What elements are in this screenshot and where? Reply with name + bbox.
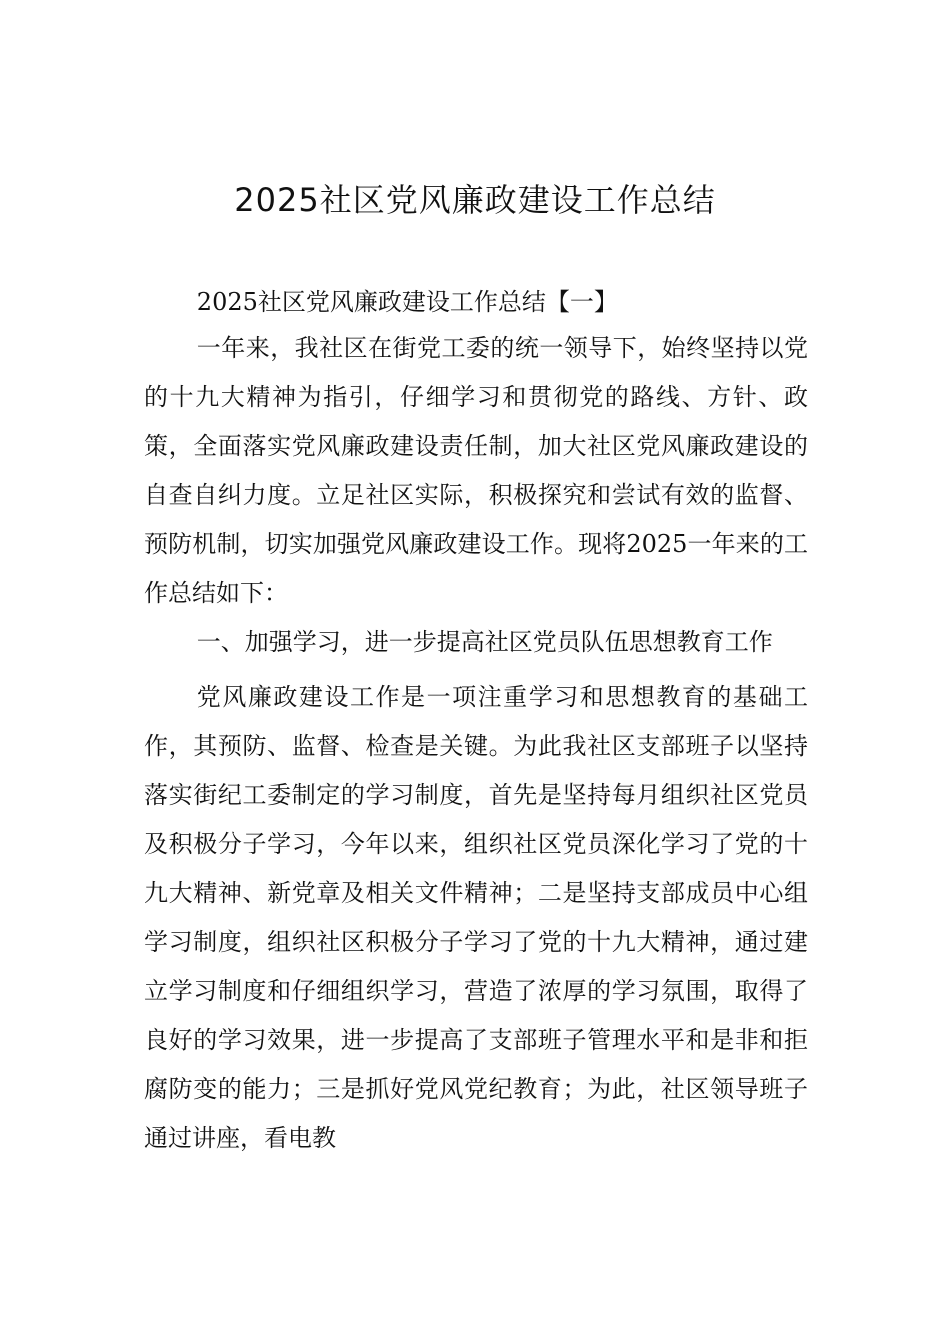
intro-paragraph: 一年来，我社区在街党工委的统一领导下，始终坚持以党的十九大精神为指引，仔细学习和贯彻党的路线、方针、政策，全面落实党风廉政建设责任制，加大社区党风廉政建设的自查自纠力度。立足社区实际，积极探究和尝试有效的监督、预防机制，切实加强党风廉政建设工作。现将2025一年来的工作总结如下： (144, 334, 808, 607)
document-title: 2025社区党风廉政建设工作总结 (234, 181, 716, 219)
section-one-paragraph: 党风廉政建设工作是一项注重学习和思想教育的基础工作，其预防、监督、检查是关键。为此我社区支部班子以坚持落实街纪工委制定的学习制度，首先是坚持每月组织社区党员及积极分子学习，今年以来，组织社区党员深化学习了党的十九大精神、新党章及相关文件精神；二是坚持支部成员中心组学习制度，组织社区积极分子学习了党的十九大精神，通过建立学习制度和仔细组织学习，营造了浓厚的学习氛围，取得了良好的学习效果，进一步提高了支部班子管理水平和是非和拒腐防变的能力；三是抓好党风党纪教育；为此，社区领导班子通过讲座，看电教 (144, 683, 808, 1152)
document-body (144, 278, 808, 1163)
section-one-heading: 一、加强学习，进一步提高社区党员队伍思想教育工作 (196, 628, 773, 656)
section-heading: 2025社区党风廉政建设工作总结【一】 (196, 288, 618, 316)
